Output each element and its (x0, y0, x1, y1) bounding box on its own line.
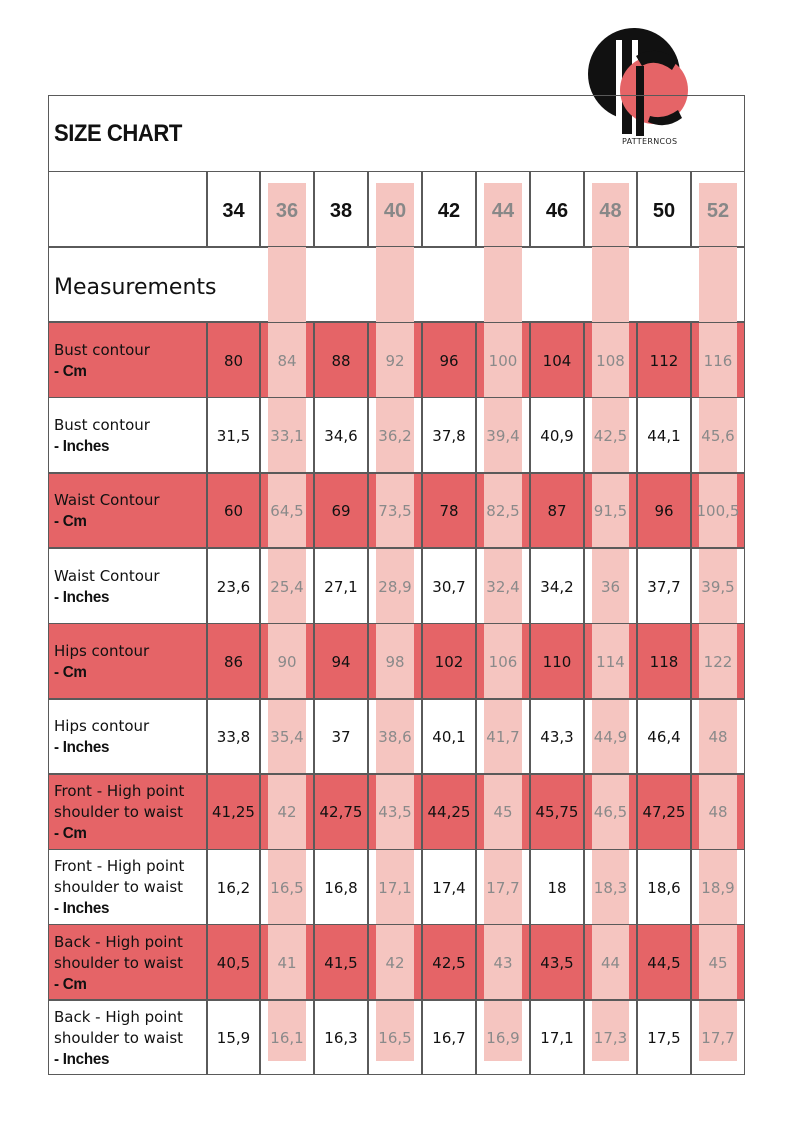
measurement-value: 37 (331, 728, 351, 747)
row-unit-label: - Cm (54, 663, 87, 681)
measurements-heading: Measurements (54, 275, 217, 300)
value-cell (207, 623, 260, 699)
measurement-value: 86 (223, 652, 244, 671)
row-label (54, 932, 183, 995)
measurement-value: 38,6 (378, 728, 412, 747)
size-header-cell (691, 171, 745, 247)
measurement-value: 36 (600, 577, 621, 596)
measurement-value: 33,8 (216, 728, 251, 747)
measurement-value: 44 (600, 954, 621, 973)
value-cell (207, 774, 260, 850)
size-label: 44 (491, 200, 515, 222)
measurement-value: 90 (277, 652, 297, 671)
title-cell (48, 95, 745, 171)
value-cell (691, 699, 745, 775)
row-label-cell (48, 548, 207, 624)
value-cell (314, 548, 368, 624)
value-cell (260, 548, 314, 624)
measurement-value: 44,5 (647, 954, 681, 973)
row-label-line: Back - High point (54, 1007, 183, 1026)
measurement-value: 104 (542, 351, 572, 370)
measurement-value: 35,4 (270, 728, 304, 747)
measurement-value: 108 (596, 351, 625, 370)
measurement-value: 43,5 (378, 803, 412, 822)
measurement-value: 118 (649, 652, 679, 671)
measurement-value: 100,5 (696, 502, 740, 521)
measurement-value: 17,1 (540, 1029, 574, 1048)
value-cell (530, 1000, 584, 1076)
value-cell (637, 548, 691, 624)
measurement-value: 17,7 (486, 878, 520, 897)
row-unit-label: - Cm (54, 824, 87, 842)
value-cell (637, 623, 691, 699)
value-cell (368, 623, 422, 699)
measurement-value: 42 (385, 954, 405, 973)
measurement-value: 25,4 (270, 577, 304, 596)
size-header-cell (207, 171, 260, 247)
measurement-value: 16,3 (324, 1029, 358, 1048)
measurement-value: 48 (708, 728, 728, 747)
value-cell (368, 548, 422, 624)
measurement-value: 39,5 (701, 577, 735, 596)
size-header-cell (368, 171, 422, 247)
value-cell (207, 322, 260, 398)
measurement-value: 33,1 (270, 426, 304, 445)
value-cell (584, 699, 637, 775)
measurement-value: 40,1 (432, 728, 466, 747)
row-label-cell (48, 322, 207, 398)
row-label (54, 566, 160, 608)
row-label (54, 781, 184, 844)
row-unit-label: - Inches (54, 437, 110, 455)
measurement-value: 45,75 (535, 803, 579, 822)
measurement-value: 92 (385, 351, 405, 370)
value-cell (368, 774, 422, 850)
measurement-value: 46,4 (647, 728, 681, 747)
measurement-value: 47,25 (642, 803, 686, 822)
value-cell (260, 924, 314, 1000)
value-cell (637, 924, 691, 1000)
measurement-value: 17,3 (593, 1029, 628, 1048)
row-label-cell (48, 1000, 207, 1076)
value-cell (422, 849, 476, 925)
value-cell (584, 473, 637, 549)
value-cell (314, 473, 368, 549)
measurement-value: 28,9 (378, 577, 412, 596)
value-cell (368, 924, 422, 1000)
measurement-value: 73,5 (378, 502, 412, 521)
value-cell (584, 322, 637, 398)
measurement-value: 112 (649, 351, 679, 370)
row-label-line: shoulder to waist (54, 1028, 184, 1047)
value-cell (260, 699, 314, 775)
measurement-value: 17,4 (432, 878, 466, 897)
row-label-line: Waist Contour (54, 491, 160, 510)
measurement-value: 18,6 (647, 878, 681, 897)
value-cell (637, 774, 691, 850)
size-header-cell (314, 171, 368, 247)
value-cell (691, 623, 745, 699)
row-label-line: Bust contour (54, 340, 150, 359)
value-cell (584, 1000, 637, 1076)
measurement-value: 36,2 (378, 426, 412, 445)
value-cell (691, 473, 745, 549)
measurement-value: 46,5 (593, 803, 628, 822)
measurement-value: 37,7 (647, 577, 681, 596)
value-cell (476, 1000, 530, 1076)
value-cell (422, 699, 476, 775)
value-cell (637, 322, 691, 398)
value-cell (584, 548, 637, 624)
value-cell (584, 924, 637, 1000)
size-header-cell (530, 171, 584, 247)
value-cell (476, 548, 530, 624)
value-cell (584, 623, 637, 699)
row-label-cell (48, 924, 207, 1000)
value-cell (584, 397, 637, 473)
measurement-value: 37,8 (432, 426, 466, 445)
size-label: 40 (383, 200, 407, 222)
measurement-value: 44,9 (593, 728, 628, 747)
measurement-value: 16,8 (324, 878, 358, 897)
value-cell (530, 774, 584, 850)
row-unit-label: - Cm (54, 362, 87, 380)
row-label-line: shoulder to waist (54, 953, 184, 972)
size-header-cell (637, 171, 691, 247)
row-label-line: Waist Contour (54, 566, 160, 585)
value-cell (530, 397, 584, 473)
row-unit-label: - Inches (54, 1050, 110, 1068)
value-cell (314, 699, 368, 775)
measurement-value: 15,9 (216, 1029, 251, 1048)
measurement-value: 42,5 (432, 954, 466, 973)
measurement-value: 16,7 (432, 1029, 466, 1048)
row-label (54, 415, 150, 457)
value-cell (368, 849, 422, 925)
measurement-value: 116 (703, 351, 733, 370)
size-label: 48 (599, 200, 622, 222)
value-cell (691, 924, 745, 1000)
row-label (54, 340, 150, 382)
measurement-value: 18,3 (593, 878, 628, 897)
value-cell (260, 397, 314, 473)
value-cell (314, 924, 368, 1000)
measurement-value: 114 (596, 652, 625, 671)
value-cell (368, 397, 422, 473)
measurement-value: 41,7 (486, 728, 520, 747)
value-cell (637, 1000, 691, 1076)
measurement-value: 34,2 (540, 577, 574, 596)
value-cell (260, 623, 314, 699)
measurement-value: 122 (703, 652, 733, 671)
row-label (54, 1007, 183, 1070)
row-label-line: Front - High point (54, 781, 185, 800)
row-label (54, 716, 149, 758)
measurement-value: 40,9 (540, 426, 574, 445)
value-cell (476, 774, 530, 850)
measurement-value: 40,5 (216, 954, 251, 973)
value-cell (314, 322, 368, 398)
row-label-cell (48, 623, 207, 699)
row-label-cell (48, 473, 207, 549)
value-cell (260, 473, 314, 549)
measurement-value: 42 (277, 803, 297, 822)
value-cell (530, 322, 584, 398)
value-cell (260, 1000, 314, 1076)
size-label: 38 (329, 200, 353, 222)
measurement-value: 23,6 (216, 577, 251, 596)
measurement-value: 84 (277, 351, 297, 370)
measurement-value: 60 (223, 502, 244, 521)
measurement-value: 18,9 (701, 878, 735, 897)
measurement-value: 96 (654, 502, 674, 521)
page-title: SIZE CHART (54, 120, 182, 147)
value-cell (207, 473, 260, 549)
measurement-value: 41,5 (324, 954, 358, 973)
row-label (54, 856, 184, 919)
measurement-value: 31,5 (216, 426, 251, 445)
size-chart-table (48, 95, 745, 1075)
row-unit-label: - Cm (54, 513, 87, 531)
measurement-value: 43,5 (540, 954, 574, 973)
value-cell (476, 397, 530, 473)
value-cell (207, 924, 260, 1000)
measurement-value: 42,5 (593, 426, 628, 445)
measurement-value: 88 (331, 351, 351, 370)
value-cell (368, 699, 422, 775)
measurement-value: 41,25 (212, 803, 255, 822)
value-cell (368, 322, 422, 398)
measurement-value: 27,1 (324, 577, 358, 596)
measurement-value: 45,6 (701, 426, 735, 445)
measurement-value: 17,5 (647, 1029, 681, 1048)
value-cell (530, 548, 584, 624)
value-cell (422, 774, 476, 850)
value-cell (476, 322, 530, 398)
measurement-value: 18 (547, 878, 567, 897)
measurement-value: 16,5 (270, 878, 304, 897)
value-cell (422, 397, 476, 473)
value-cell (260, 774, 314, 850)
measurement-value: 16,9 (486, 1029, 520, 1048)
size-label: 36 (275, 200, 299, 222)
row-label-line: shoulder to waist (54, 802, 184, 821)
value-cell (207, 397, 260, 473)
measurement-value: 16,5 (378, 1029, 412, 1048)
value-cell (314, 1000, 368, 1076)
value-cell (368, 1000, 422, 1076)
measurement-value: 80 (223, 351, 244, 370)
measurement-value: 41 (277, 954, 297, 973)
row-label (54, 641, 149, 683)
measurement-value: 43,3 (540, 728, 574, 747)
logo-wordmark: PATTERNCOS (622, 137, 678, 146)
value-cell (422, 473, 476, 549)
value-cell (422, 623, 476, 699)
row-label-cell (48, 699, 207, 775)
measurement-value: 100 (488, 351, 518, 370)
value-cell (530, 849, 584, 925)
row-label-cell (48, 397, 207, 473)
size-label: 50 (652, 200, 676, 222)
measurement-value: 44,25 (427, 803, 471, 822)
value-cell (422, 1000, 476, 1076)
measurement-value: 16,1 (270, 1029, 304, 1048)
row-label-cell (48, 849, 207, 925)
measurement-value: 94 (331, 652, 351, 671)
measurement-value: 82,5 (486, 502, 520, 521)
value-cell (530, 473, 584, 549)
value-cell (476, 849, 530, 925)
measurement-value: 91,5 (593, 502, 628, 521)
value-cell (691, 322, 745, 398)
measurement-value: 16,2 (216, 878, 251, 897)
measurement-value: 43 (493, 954, 513, 973)
value-cell (691, 548, 745, 624)
measurement-value: 17,1 (378, 878, 412, 897)
row-label-line: Bust contour (54, 415, 150, 434)
value-cell (530, 699, 584, 775)
row-label (54, 490, 160, 532)
value-cell (422, 924, 476, 1000)
value-cell (260, 849, 314, 925)
value-cell (637, 849, 691, 925)
row-unit-label: - Inches (54, 900, 110, 918)
value-cell (207, 1000, 260, 1076)
value-cell (260, 322, 314, 398)
value-cell (476, 699, 530, 775)
measurement-value: 48 (708, 803, 728, 822)
value-cell (207, 849, 260, 925)
row-label-line: Front - High point (54, 857, 185, 876)
value-cell (476, 924, 530, 1000)
value-cell (476, 473, 530, 549)
measurement-value: 45 (493, 803, 513, 822)
row-label-line: Hips contour (54, 717, 150, 736)
value-cell (314, 849, 368, 925)
measurement-value: 96 (439, 351, 459, 370)
measurement-value: 110 (542, 652, 572, 671)
size-header-cell (476, 171, 530, 247)
size-label: 46 (545, 200, 569, 222)
row-label-cell (48, 774, 207, 850)
row-label-line: Hips contour (54, 641, 150, 660)
value-cell (530, 623, 584, 699)
value-cell (368, 473, 422, 549)
value-cell (691, 849, 745, 925)
value-cell (314, 774, 368, 850)
size-label: 42 (437, 200, 461, 222)
row-unit-label: - Cm (54, 975, 87, 993)
measurement-value: 102 (434, 652, 464, 671)
value-cell (422, 548, 476, 624)
value-cell (584, 774, 637, 850)
size-header-cell (422, 171, 476, 247)
value-cell (530, 924, 584, 1000)
size-header-cell (584, 171, 637, 247)
measurement-value: 30,7 (432, 577, 466, 596)
measurement-value: 34,6 (324, 426, 358, 445)
size-label: 34 (222, 200, 245, 222)
measurement-value: 44,1 (647, 426, 681, 445)
size-label: 52 (706, 200, 730, 222)
value-cell (691, 1000, 745, 1076)
value-cell (207, 699, 260, 775)
value-cell (637, 473, 691, 549)
value-cell (314, 623, 368, 699)
value-cell (207, 548, 260, 624)
measurement-value: 98 (385, 652, 405, 671)
row-unit-label: - Inches (54, 739, 110, 757)
row-unit-label: - Inches (54, 588, 110, 606)
measurement-value: 87 (547, 502, 567, 521)
row-label-line: Back - High point (54, 932, 183, 951)
value-cell (422, 322, 476, 398)
measurement-value: 32,4 (486, 577, 520, 596)
size-header-cell (260, 171, 314, 247)
value-cell (314, 397, 368, 473)
measurement-value: 64,5 (270, 502, 304, 521)
row-label-line: shoulder to waist (54, 878, 184, 897)
measurement-value: 42,75 (319, 803, 363, 822)
value-cell (584, 849, 637, 925)
measurement-value: 39,4 (486, 426, 520, 445)
measurement-value: 17,7 (701, 1029, 735, 1048)
value-cell (691, 774, 745, 850)
value-cell (637, 699, 691, 775)
measurement-value: 78 (439, 502, 459, 521)
header-empty-cell (48, 171, 207, 247)
value-cell (637, 397, 691, 473)
value-cell (691, 397, 745, 473)
measurement-value: 45 (708, 954, 728, 973)
measurement-value: 106 (488, 652, 518, 671)
value-cell (476, 623, 530, 699)
measurement-value: 69 (331, 502, 351, 521)
